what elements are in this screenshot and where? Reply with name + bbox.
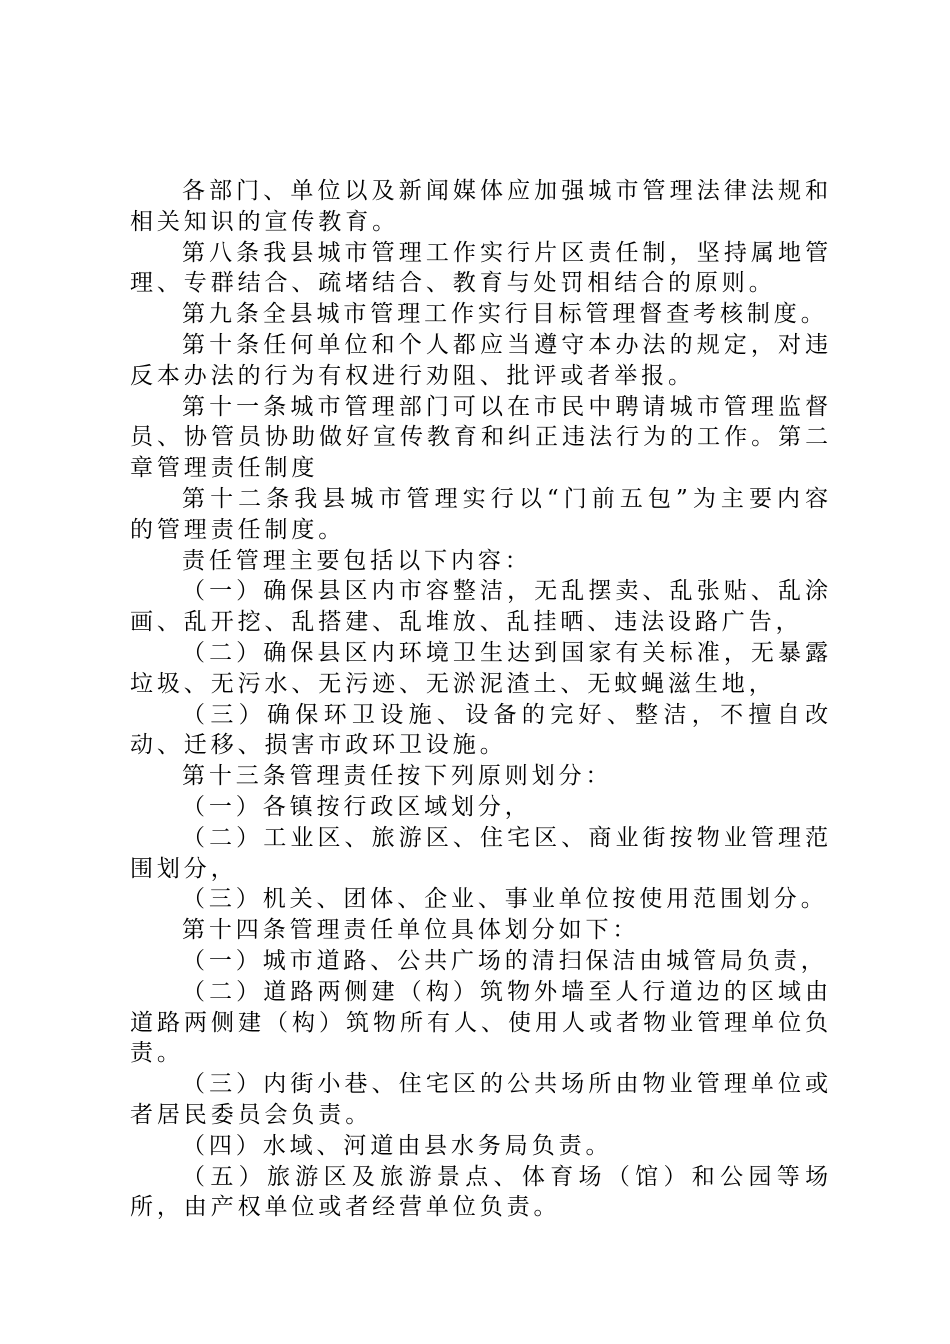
list-item: （三）内街小巷、住宅区的公共场所由物业管理单位或者居民委员会负责。	[130, 1071, 832, 1128]
list-item: （四）水域、河道由县水务局负责。	[182, 1132, 613, 1159]
paragraph-article-14: 第十四条管理责任单位具体划分如下：	[182, 917, 640, 944]
list-item: （二）工业区、旅游区、住宅区、商业街按物业管理范围划分，	[130, 824, 832, 882]
document-body	[130, 176, 832, 1223]
list-item: （一）城市道路、公共广场的清扫保洁由城管局负责，	[182, 947, 828, 974]
list-item: （一）各镇按行政区域划分，	[182, 793, 532, 820]
paragraph-article-13: 第十三条管理责任按下列原则划分：	[182, 763, 613, 790]
list-item: （三）确保环卫设施、设备的完好、整洁，不擅自改动、迁移、损害市政环卫设施。	[130, 701, 832, 759]
paragraph: 各部门、单位以及新闻媒体应加强城市管理法律法规和相关知识的宣传教育。	[130, 178, 832, 235]
paragraph-article-12: 第十二条我县城市管理实行以“门前五包”为主要内容的管理责任制度。	[130, 485, 832, 543]
list-item: （二）确保县区内环境卫生达到国家有关标准，无暴露垃圾、无污水、无污迹、无淤泥渣土、无蚊蝇滋生地，	[130, 639, 832, 697]
paragraph-article-10: 第十条任何单位和个人都应当遵守本办法的规定，对违反本办法的行为有权进行劝阻、批评或者举报。	[130, 331, 832, 389]
paragraph: 责任管理主要包括以下内容：	[182, 547, 532, 574]
list-item: （一）确保县区内市容整洁，无乱摆卖、乱张贴、乱涂画、乱开挖、乱搭建、乱堆放、乱挂晒、违法设路广告，	[130, 578, 832, 636]
list-item: （三）机关、团体、企业、事业单位按使用范围划分。	[182, 886, 828, 913]
list-item: （五）旅游区及旅游景点、体育场（馆）和公园等场所，由产权单位或者经营单位负责。	[130, 1163, 832, 1221]
paragraph-article-11: 第十一条城市管理部门可以在市民中聘请城市管理监督员、协管员协助做好宣传教育和纠正违法行为的工作。第二章管理责任制度	[130, 393, 832, 482]
paragraph-article-9: 第九条全县城市管理工作实行目标管理督查考核制度。	[182, 301, 828, 328]
paragraph-article-8: 第八条我县城市管理工作实行片区责任制，坚持属地管理、专群结合、疏堵结合、教育与处罚相结合的原则。	[130, 239, 832, 297]
list-item: （二）道路两侧建（构）筑物外墙至人行道边的区域由道路两侧建（构）筑物所有人、使用人或者物业管理单位负责。	[130, 978, 832, 1067]
